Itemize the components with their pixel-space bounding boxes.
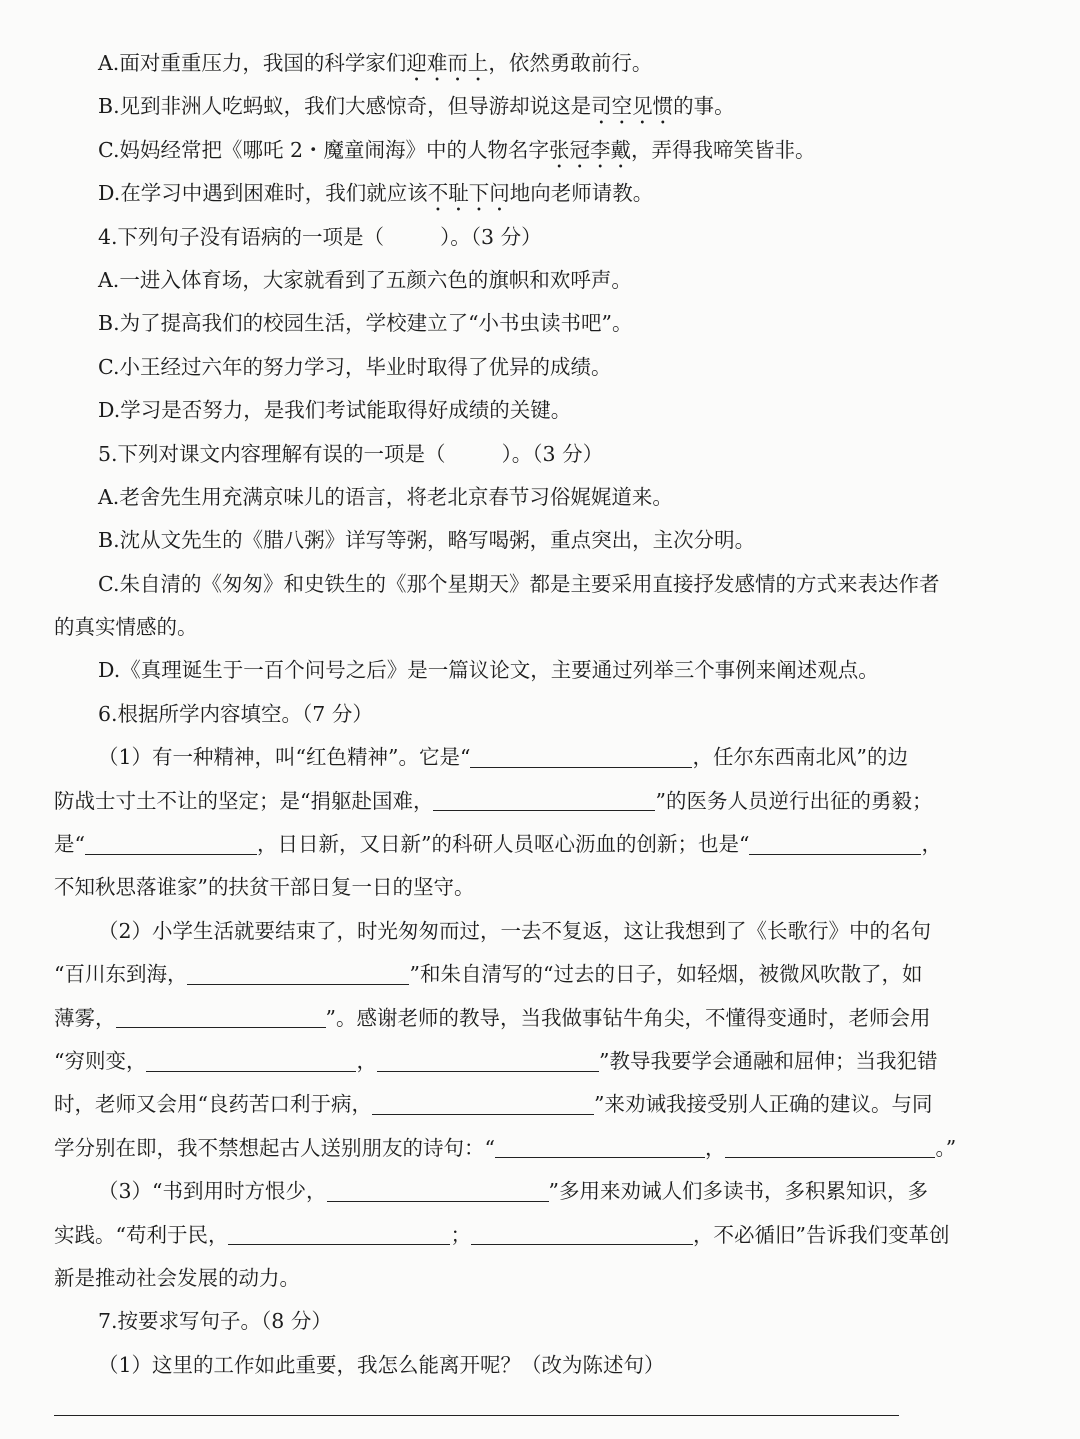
q6-part1-line1: [54, 736, 1028, 779]
q7-stem: 7.按要求写句子。（8 分）: [98, 1309, 332, 1334]
fill-text: ，: [356, 1048, 377, 1073]
q6-part3-line1: [54, 1170, 1028, 1213]
fill-text: ”的医务人员逆行出征的勇毅；: [655, 788, 933, 813]
question-text: 5.下列对课文内容理解有误的一项是（: [98, 441, 446, 466]
fill-blank[interactable]: [749, 832, 921, 855]
fill-text: 时，老师又会用“良药苦口利于病，: [54, 1092, 372, 1117]
fill-text: ，日日新，又日新”的科研人员呕心沥血的创新；也是“: [256, 832, 750, 857]
emphasized-idiom: 司空见惯: [591, 94, 674, 119]
fill-text: 学分别在即，我不禁想起古人送别朋友的诗句：“: [54, 1135, 495, 1160]
q4-option-c[interactable]: C.小王经过六年的努力学习，毕业时取得了优异的成绩。: [98, 354, 612, 379]
q4-option-d[interactable]: D.学习是否努力，是我们考试能取得好成绩的关键。: [98, 398, 572, 423]
fill-text: 薄雾，: [54, 1005, 116, 1030]
question-text: 4.下列句子没有语病的一项是（: [98, 224, 385, 249]
fill-blank[interactable]: [85, 832, 257, 855]
q6-part2-line3: [54, 997, 1028, 1040]
question-score: ）。（3 分）: [501, 441, 604, 466]
q5-option-c-continued: 的真实情感的。: [54, 615, 198, 640]
q6-part3-line3: 新是推动社会发展的动力。: [54, 1265, 300, 1290]
q6-part1-line3: [54, 823, 1028, 866]
q6-part2-line6: [54, 1127, 1028, 1170]
fill-blank[interactable]: [433, 789, 655, 812]
q6-part2-line2: [54, 953, 1028, 996]
fill-text: （1）有一种精神，叫“红色精神”。它是“: [98, 745, 471, 770]
option-text: 地向老师请教。: [509, 181, 654, 206]
fill-blank[interactable]: [725, 1136, 935, 1159]
fill-text: ”多用来劝诫人们多读书，多积累知识，多: [548, 1179, 929, 1204]
fill-blank[interactable]: [372, 1093, 594, 1116]
answer-writing-line[interactable]: [54, 1415, 899, 1416]
fill-blank[interactable]: [228, 1223, 450, 1246]
option-text: ，弄得我啼笑皆非。: [631, 137, 816, 162]
fill-text: ”教导我要学会通融和屈伸；当我犯错: [598, 1048, 938, 1073]
q3-option-d[interactable]: [54, 172, 1028, 215]
option-text: C.妈妈经常把《哪吒 2・魔童闹海》中的人物名字: [98, 137, 550, 162]
q4-option-a[interactable]: A.一进入体育场，大家就看到了五颜六色的旗帜和欢呼声。: [98, 267, 632, 292]
fill-text: ，: [921, 832, 942, 857]
fill-blank[interactable]: [377, 1049, 599, 1072]
option-text: A.面对重重压力，我国的科学家们: [98, 51, 407, 75]
q6-part1-line2: [54, 780, 1028, 823]
fill-blank[interactable]: [187, 962, 409, 985]
fill-blank[interactable]: [495, 1136, 705, 1159]
q5-option-d[interactable]: D.《真理诞生于一百个问号之后》是一篇议论文，主要通过列举三个事例来阐述观点。: [98, 658, 879, 683]
emphasized-idiom: 不耻下问: [427, 181, 510, 206]
fill-text: “百川东到海，: [54, 962, 188, 987]
fill-blank[interactable]: [116, 1006, 326, 1029]
q5-stem: [54, 433, 1028, 476]
q5-option-c[interactable]: C.朱自清的《匆匆》和史铁生的《那个星期天》都是主要采用直接抒发感情的方式来表达作者: [98, 571, 940, 596]
q6-part2-line5: [54, 1083, 1028, 1126]
fill-text: ，任尔东西南北风”的边: [692, 745, 908, 770]
fill-text: 是“: [54, 832, 85, 857]
q3-option-b[interactable]: [54, 85, 1028, 128]
q6-part3-line2: [54, 1214, 1028, 1257]
q5-option-a[interactable]: A.老舍先生用充满京味儿的语言，将老北京春节习俗娓娓道来。: [98, 484, 673, 509]
option-text: B.见到非洲人吃蚂蚁，我们大感惊奇，但导游却说这是: [98, 94, 592, 119]
q4-option-b[interactable]: B.为了提高我们的校园生活，学校建立了“小书虫读书吧”。: [98, 311, 633, 336]
fill-text: 实践。“苟利于民，: [54, 1222, 229, 1247]
q3-option-c[interactable]: [54, 129, 1028, 172]
question-score: ）。（3 分）: [440, 224, 542, 249]
fill-blank[interactable]: [470, 745, 692, 768]
fill-blank[interactable]: [146, 1049, 356, 1072]
fill-text: “穷则变，: [54, 1048, 147, 1073]
fill-text: 防战士寸土不让的坚定；是“捐躯赴国难，: [54, 788, 434, 813]
q6-stem: 6.根据所学内容填空。（7 分）: [98, 701, 373, 726]
option-text: D.在学习中遇到困难时，我们就应该: [98, 181, 428, 206]
fill-blank[interactable]: [327, 1179, 549, 1202]
q6-part2-line4: [54, 1040, 1028, 1083]
fill-text: ”和朱自清写的“过去的日子，如轻烟，被微风吹散了，如: [409, 962, 923, 987]
q6-part2-line1: （2）小学生活就要结束了，时光匆匆而过，一去不复返，这让我想到了《长歌行》中的名句: [98, 918, 932, 943]
fill-text: ，: [704, 1135, 726, 1160]
q5-option-b[interactable]: B.沈从文先生的《腊八粥》详写等粥，略写喝粥，重点突出，主次分明。: [98, 528, 756, 553]
q6-part1-line4: 不知秋思落谁家”的扶贫干部日复一日的坚守。: [54, 875, 475, 900]
emphasized-idiom: 迎难而上: [406, 51, 489, 75]
option-text: 的事。: [673, 94, 735, 119]
q3-option-a[interactable]: [54, 42, 1028, 85]
fill-text: ”来劝诫我接受别人正确的建议。与同: [593, 1092, 933, 1117]
fill-text: ；: [450, 1222, 471, 1247]
emphasized-idiom: 张冠李戴: [549, 137, 632, 162]
fill-text: ，不必循旧”告诉我们变革创: [692, 1222, 950, 1247]
fill-text: 。”: [935, 1135, 957, 1160]
option-text: ，依然勇敢前行。: [488, 51, 653, 75]
fill-blank[interactable]: [471, 1223, 693, 1246]
q7-sentence-1: （1）这里的工作如此重要，我怎么能离开呢？（改为陈述句）: [98, 1352, 665, 1377]
fill-text: （3）“书到用时方恨少，: [98, 1179, 327, 1204]
q4-stem: [54, 216, 1028, 259]
fill-text: ”。感谢老师的教导，当我做事钻牛角尖，不懂得变通时，老师会用: [325, 1005, 931, 1030]
